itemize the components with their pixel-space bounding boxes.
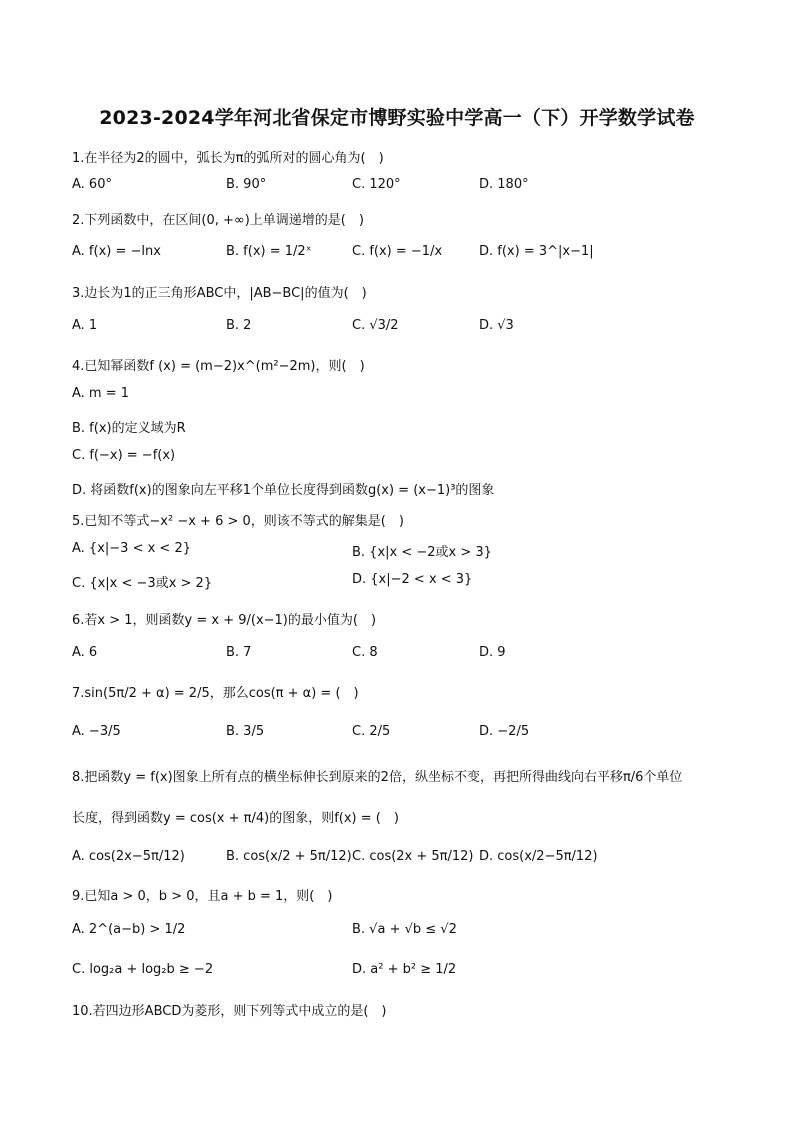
question-9-option-d: D. a² + b² ≥ 1/2 bbox=[352, 962, 457, 977]
question-9-option-c: C. log₂a + log₂b ≥ −2 bbox=[72, 962, 214, 977]
question-5-option-a: A. {x|−3 < x < 2} bbox=[72, 541, 191, 556]
question-7-stem: 7.sin(5π/2 + α) = 2/5，那么cos(π + α) = ( ) bbox=[72, 686, 359, 701]
question-3-option-b: B. 2 bbox=[226, 318, 252, 333]
question-9-option-a: A. 2^(a−b) > 1/2 bbox=[72, 922, 186, 937]
question-8-stem-line-2: 长度，得到函数y = cos(x + π/4)的图象，则f(x) = ( ) bbox=[72, 811, 399, 826]
question-6-option-b: B. 7 bbox=[226, 645, 252, 660]
question-7-option-c: C. 2/5 bbox=[352, 724, 391, 739]
question-8-option-c: C. cos(2x + 5π/12) bbox=[352, 849, 474, 864]
question-1-option-a: A. 60° bbox=[72, 177, 112, 192]
question-5-option-c: C. {x|x < −3或x > 2} bbox=[72, 576, 213, 591]
question-8-option-a: A. cos(2x−5π/12) bbox=[72, 849, 185, 864]
question-3-stem: 3.边长为1的正三角形ABC中，|AB−BC|的值为( ) bbox=[72, 286, 367, 301]
question-7-option-d: D. −2/5 bbox=[479, 724, 530, 739]
question-4-option-a: A. m = 1 bbox=[72, 386, 130, 401]
question-2-option-d: D. f(x) = 3^|x−1| bbox=[479, 244, 594, 259]
question-2-option-a: A. f(x) = −lnx bbox=[72, 244, 161, 259]
question-5-stem: 5.已知不等式−x² −x + 6 > 0，则该不等式的解集是( ) bbox=[72, 514, 404, 529]
question-4-stem: 4.已知幂函数f (x) = (m−2)x^(m²−2m)，则( ) bbox=[72, 359, 365, 374]
question-1-option-b: B. 90° bbox=[226, 177, 267, 192]
question-10-stem: 10.若四边形ABCD为菱形，则下列等式中成立的是( ) bbox=[72, 1004, 387, 1019]
question-8-option-b: B. cos(x/2 + 5π/12) bbox=[226, 849, 352, 864]
question-8-stem: 8.把函数y = f(x)图象上所有点的横坐标伸长到原来的2倍，纵坐标不变，再把所得曲线向右平移π/6个单位 bbox=[72, 770, 683, 785]
question-9-stem: 9.已知a > 0，b > 0，且a + b = 1，则( ) bbox=[72, 889, 333, 904]
question-8-option-d: D. cos(x/2−5π/12) bbox=[479, 849, 598, 864]
question-7-option-a: A. −3/5 bbox=[72, 724, 121, 739]
question-6-option-d: D. 9 bbox=[479, 645, 506, 660]
exam-title: 2023-2024学年河北省保定市博野实验中学高一（下）开学数学试卷 bbox=[99, 107, 695, 129]
question-9-option-b: B. √a + √b ≤ √2 bbox=[352, 922, 457, 937]
question-6-stem: 6.若x > 1，则函数y = x + 9/(x−1)的最小值为( ) bbox=[72, 613, 377, 628]
question-1-option-c: C. 120° bbox=[352, 177, 401, 192]
question-2-option-b: B. f(x) = 1/2ˣ bbox=[226, 244, 312, 259]
question-1-option-d: D. 180° bbox=[479, 177, 529, 192]
question-4-option-d: D. 将函数f(x)的图象向左平移1个单位长度得到函数g(x) = (x−1)³的图象 bbox=[72, 483, 495, 498]
question-6-option-c: C. 8 bbox=[352, 645, 378, 660]
question-6-option-a: A. 6 bbox=[72, 645, 98, 660]
question-5-option-d: D. {x|−2 < x < 3} bbox=[352, 572, 473, 587]
question-3-option-d: D. √3 bbox=[479, 318, 514, 333]
question-3-option-c: C. √3/2 bbox=[352, 318, 399, 333]
question-5-option-b: B. {x|x < −2或x > 3} bbox=[352, 545, 492, 560]
question-4-option-b: B. f(x)的定义域为R bbox=[72, 421, 186, 436]
question-3-option-a: A. 1 bbox=[72, 318, 98, 333]
question-2-stem: 2.下列函数中，在区间(0, +∞)上单调递增的是( ) bbox=[72, 213, 364, 228]
question-4-option-c: C. f(−x) = −f(x) bbox=[72, 448, 176, 463]
question-2-option-c: C. f(x) = −1/x bbox=[352, 244, 443, 259]
question-1-stem: 1.在半径为2的圆中，弧长为π的弧所对的圆心角为( ) bbox=[72, 151, 384, 166]
question-7-option-b: B. 3/5 bbox=[226, 724, 265, 739]
